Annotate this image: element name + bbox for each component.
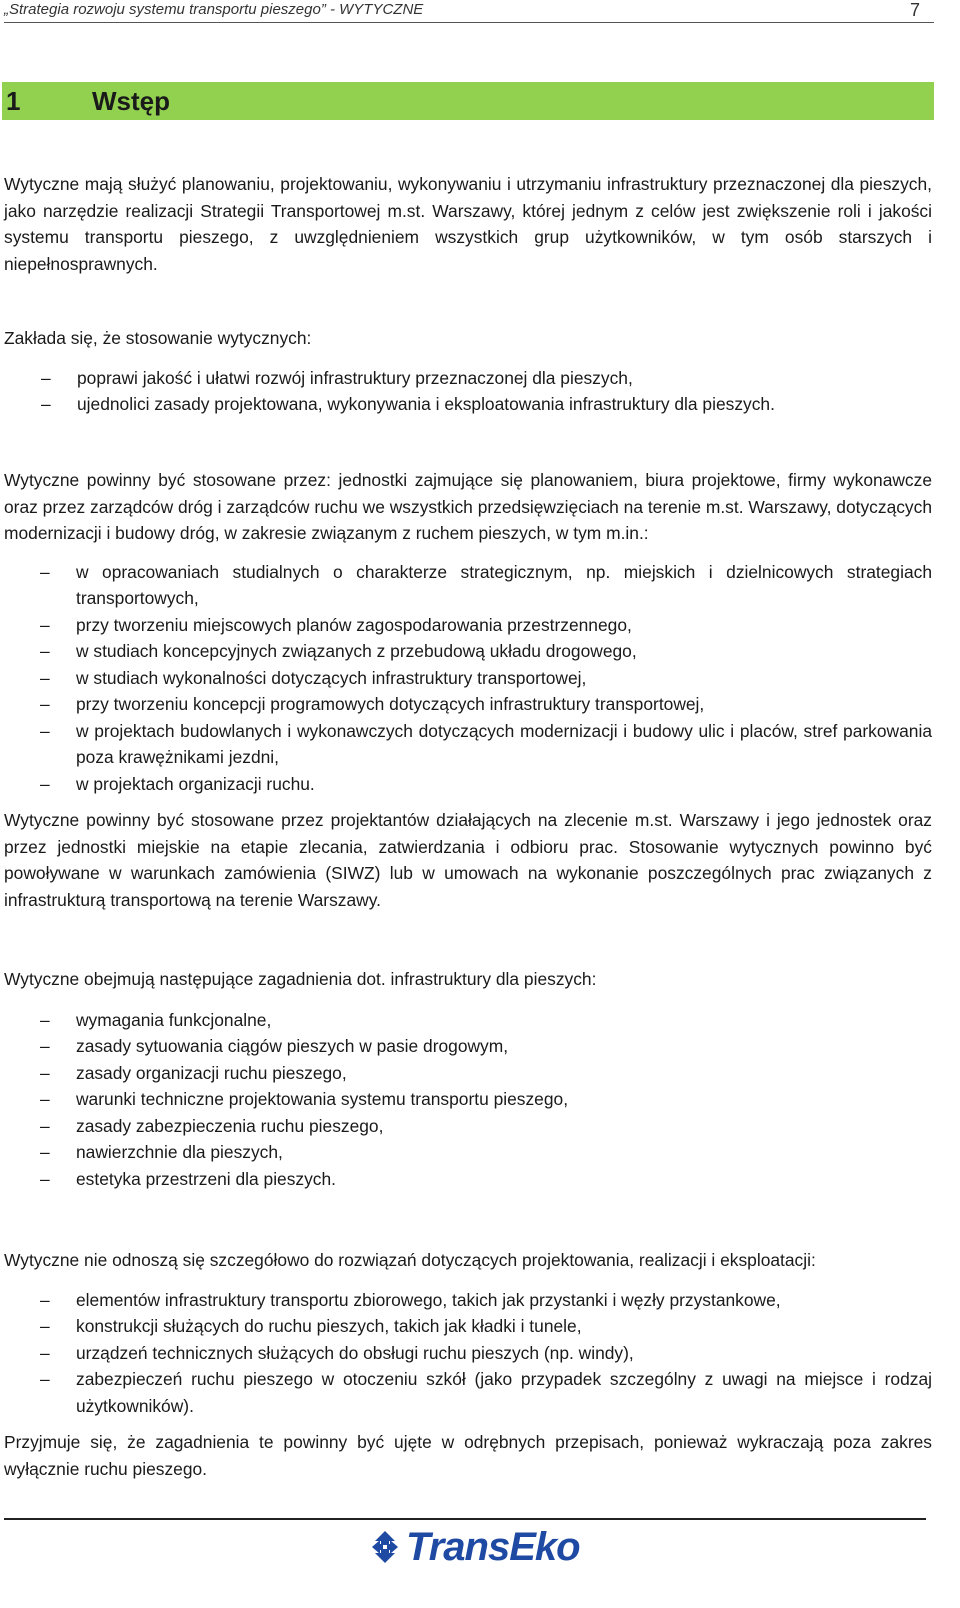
list-item — [4, 718, 932, 771]
dash-bullet: – — [40, 1168, 50, 1189]
logo-arrows-icon — [370, 1529, 400, 1565]
list-item-text: przy tworzeniu koncepcji programowych dotyczących infrastruktury transportowej, — [76, 694, 705, 714]
list-item-text: zasady organizacji ruchu pieszego, — [76, 1062, 347, 1083]
section-heading — [2, 82, 934, 120]
usage-block — [4, 467, 932, 913]
exclusions-block — [4, 1247, 932, 1482]
section-number: 1 — [6, 86, 21, 116]
paragraph: Zakłada się, że stosowanie wytycznych: — [4, 328, 312, 348]
list-item-text: estetyka przestrzeni dla pieszych. — [76, 1168, 337, 1189]
dash-bullet: – — [40, 1142, 50, 1162]
page-number: 7 — [909, 0, 920, 20]
list-item-text: w studiach koncepcyjnych związanych z przebudową układu drogowego, — [76, 641, 637, 661]
list-item — [5, 365, 932, 392]
list-item — [4, 1287, 932, 1314]
list-item-text: warunki techniczne projektowania systemu transportu pieszego, — [76, 1089, 569, 1109]
assumption-block — [4, 325, 932, 418]
list-item-text: w projektach budowlanych i wykonawczych dotyczących modernizacji i budowy ulic i placów, stref parkowania poza krawężnikami jezdni, — [76, 720, 932, 767]
dash-bullet: – — [41, 367, 51, 388]
footer-divider — [4, 1518, 926, 1520]
dash-bullet: – — [40, 773, 50, 794]
list-item — [4, 665, 932, 692]
list-item-text: zasady zabezpieczenia ruchu pieszego, — [76, 1115, 384, 1136]
bullet-list — [4, 1287, 932, 1420]
dash-bullet: – — [40, 1062, 50, 1083]
list-item-text: wymagania funkcjonalne, — [76, 1009, 272, 1030]
intro-paragraph-block — [4, 171, 932, 277]
transeko-logo — [370, 1522, 580, 1572]
bullet-list — [5, 365, 932, 418]
list-item-text: urządzeń technicznych służących do obsługi ruchu pieszych (np. windy), — [76, 1342, 634, 1363]
list-item-text: nawierzchnie dla pieszych, — [76, 1142, 283, 1162]
scope-block — [4, 966, 932, 1192]
bullet-list — [4, 1007, 932, 1193]
list-item — [4, 612, 932, 639]
paragraph: Wytyczne mają służyć planowaniu, projektowaniu, wykonywaniu i utrzymaniu infrastruktury przeznaczonej dla pieszych, jako narzędzie realizacji Strategii Transportowej m.st. Warszawy, której jednym z celów jest zwiększenie roli i jakości systemu transportu pieszego, z uwzględnieniem wszystkich grup użytkowników, w tym osób starszych i niepełnosprawnych. — [4, 174, 932, 274]
list-item-text: poprawi jakość i ułatwi rozwój infrastruktury przeznaczonej dla pieszych, — [77, 367, 633, 388]
list-item-text: w opracowaniach studialnych o charakterze strategicznym, np. miejskich i dzielnicowych strategiach transportowych, — [76, 561, 932, 608]
logo-text: TransEko — [406, 1524, 580, 1569]
list-item — [4, 559, 932, 612]
list-item-text: w projektach organizacji ruchu. — [76, 773, 315, 794]
list-item — [4, 638, 932, 665]
list-item-text: przy tworzeniu miejscowych planów zagospodarowania przestrzennego, — [76, 614, 632, 635]
list-item — [4, 1086, 932, 1113]
dash-bullet: – — [40, 641, 50, 661]
list-item — [4, 771, 932, 798]
dash-bullet: – — [41, 394, 51, 414]
dash-bullet: – — [40, 1316, 50, 1336]
dash-bullet: – — [40, 667, 50, 688]
list-item-text: zasady sytuowania ciągów pieszych w pasie drogowym, — [76, 1036, 509, 1056]
paragraph: Wytyczne nie odnoszą się szczegółowo do rozwiązań dotyczących projektowania, realizacji i eksploatacji: — [4, 1250, 816, 1270]
list-item-text: w studiach wykonalności dotyczących infrastruktury transportowej, — [76, 667, 587, 688]
list-item-text: konstrukcji służących do ruchu pieszych, takich jak kładki i tunele, — [76, 1316, 582, 1336]
paragraph: Wytyczne powinny być stosowane przez: jednostki zajmujące się planowaniem, biura projektowe, firmy wykonawcze oraz przez zarządców dróg i zarządców ruchu we wszystkich przedsięwzięciach na terenie m.st. Warszawy, dotyczących modernizacji i budowy dróg, w zakresie związanym z ruchem pieszych, w tym m.in.: — [4, 470, 932, 543]
list-item — [4, 1060, 932, 1087]
list-item — [4, 1313, 932, 1340]
dash-bullet: – — [40, 694, 50, 714]
dash-bullet: – — [40, 720, 50, 741]
dash-bullet: – — [40, 1369, 50, 1389]
list-item-text: elementów infrastruktury transportu zbiorowego, takich jak przystanki i węzły przystankowe, — [76, 1289, 781, 1310]
paragraph: Przyjmuje się, że zagadnienia te powinny być ujęte w odrębnych przepisach, ponieważ wykraczają poza zakres wyłącznie ruchu pieszego. — [4, 1432, 932, 1479]
dash-bullet: – — [40, 1009, 50, 1030]
section-title: Wstęp — [92, 86, 170, 116]
list-item — [4, 1007, 932, 1034]
list-item — [4, 1139, 932, 1166]
paragraph: Wytyczne powinny być stosowane przez projektantów działających na zlecenie m.st. Warszawy i jego jednostek oraz przez jednostki miejskie na etapie zlecania, zatwierdzania i odbioru prac. Stosowanie wytycznych powinno być powoływane w warunkach zamówienia (SIWZ) lub w umowach na wykonanie poszczególnych prac związanych z infrastrukturą transportową na terenie Warszawy. — [4, 810, 932, 910]
dash-bullet: – — [40, 1036, 50, 1056]
paragraph: Wytyczne obejmują następujące zagadnienia dot. infrastruktury dla pieszych: — [4, 969, 597, 989]
dash-bullet: – — [40, 1342, 50, 1363]
list-item — [4, 1033, 932, 1060]
list-item — [4, 1113, 932, 1140]
bullet-list — [4, 559, 932, 798]
list-item — [4, 1166, 932, 1193]
list-item — [4, 1340, 932, 1367]
dash-bullet: – — [40, 1115, 50, 1136]
dash-bullet: – — [40, 1089, 50, 1109]
list-item-text: zabezpieczeń ruchu pieszego w otoczeniu szkół (jako przypadek szczególny z uwagi na miejsce i rodzaj użytkowników). — [76, 1369, 932, 1416]
document-title: „Strategia rozwoju systemu transportu pieszego” - WYTYCZNE — [4, 1, 424, 18]
list-item — [5, 391, 932, 418]
dash-bullet: – — [40, 614, 50, 635]
list-item — [4, 1366, 932, 1419]
dash-bullet: – — [40, 561, 50, 582]
list-item-text: ujednolici zasady projektowana, wykonywania i eksploatowania infrastruktury dla pieszych. — [77, 394, 775, 414]
list-item — [4, 691, 932, 718]
dash-bullet: – — [40, 1289, 50, 1310]
page-header — [4, 0, 934, 23]
